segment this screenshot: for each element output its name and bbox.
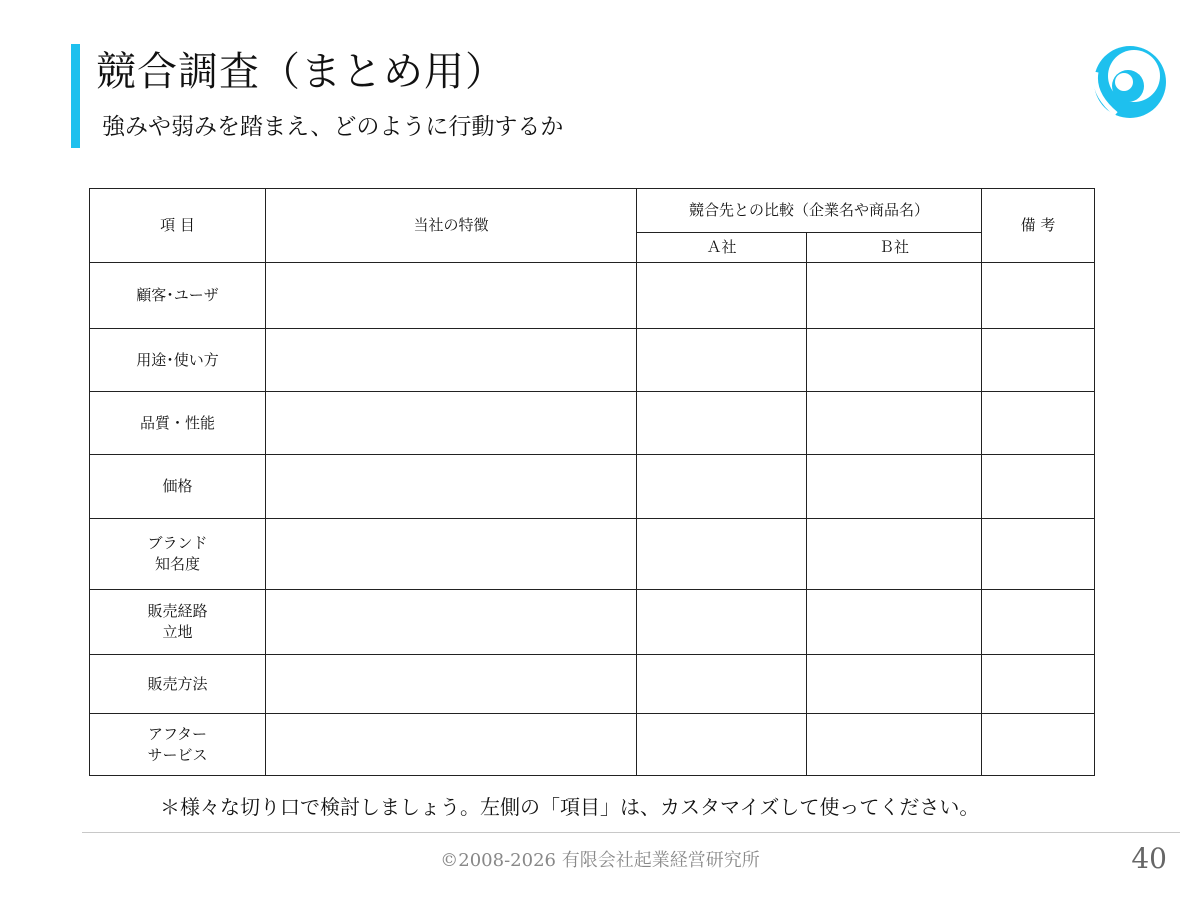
swirl-logo-icon (1090, 42, 1170, 122)
row-label-line: サービス (147, 745, 208, 764)
cell-company-a (637, 455, 807, 519)
cell-company-a (637, 392, 807, 455)
title-accent-bar (71, 44, 80, 148)
cell-own (266, 590, 637, 655)
cell-company-b (807, 655, 982, 714)
header-competitor-comparison: 競合先との比較（企業名や商品名） (637, 189, 982, 233)
cell-company-a (637, 714, 807, 776)
footer-copyright (0, 846, 1200, 872)
header-notes: 備 考 (982, 189, 1095, 263)
row-label (90, 392, 266, 455)
table-row (90, 519, 1095, 590)
row-label-line: 顧客･ユーザ (136, 286, 219, 304)
footer-divider (82, 832, 1180, 833)
table-row (90, 655, 1095, 714)
row-label-line: 用途･使い方 (136, 350, 219, 369)
cell-notes (982, 263, 1095, 329)
cell-own (266, 263, 637, 329)
row-label (90, 263, 266, 329)
cell-company-a (637, 590, 807, 655)
row-label-line: 品質・性能 (139, 413, 215, 432)
cell-company-a (637, 655, 807, 714)
header-item: 項 目 (90, 189, 266, 263)
company-name: 有限会社起業経営研究所 (561, 850, 760, 871)
page-number: 40 (1131, 842, 1167, 875)
page-title: 競合調査（まとめ用） (96, 49, 506, 95)
row-label (90, 455, 266, 519)
cell-notes (982, 392, 1095, 455)
cell-company-a (637, 519, 807, 590)
cell-notes (982, 455, 1095, 519)
row-label-line: 価格 (162, 477, 193, 495)
usage-note: ＊様々な切り口で検討しましょう。左側の「項目」は、カスタマイズして使ってください。 (160, 795, 980, 819)
cell-own (266, 714, 637, 776)
table-row (90, 263, 1095, 329)
cell-company-b (807, 392, 982, 455)
cell-notes (982, 590, 1095, 655)
table-row (90, 392, 1095, 455)
row-label (90, 714, 266, 776)
cell-own (266, 392, 637, 455)
table-row (90, 714, 1095, 776)
cell-company-b (807, 263, 982, 329)
row-label (90, 590, 266, 655)
cell-company-b (807, 455, 982, 519)
cell-own (266, 455, 637, 519)
cell-company-a (637, 263, 807, 329)
row-label (90, 329, 266, 392)
cell-company-b (807, 590, 982, 655)
cell-own (266, 655, 637, 714)
table-row (90, 329, 1095, 392)
row-label-line: 知名度 (154, 555, 200, 573)
table-row (90, 455, 1095, 519)
cell-notes (982, 519, 1095, 590)
header-own-company: 当社の特徴 (266, 189, 637, 263)
cell-company-a (637, 329, 807, 392)
cell-notes (982, 655, 1095, 714)
table-row (90, 590, 1095, 655)
row-label-line: 販売経路 (147, 602, 208, 620)
row-label-line: 立地 (162, 623, 193, 641)
page-subtitle: 強みや弱みを踏まえ、どのように行動するか (102, 114, 564, 140)
row-label (90, 519, 266, 590)
cell-notes (982, 329, 1095, 392)
row-label-line: 販売方法 (147, 674, 208, 693)
header-company-b: Ｂ社 (807, 233, 982, 263)
competitor-comparison-table (89, 188, 1095, 776)
row-label (90, 655, 266, 714)
copyright-years: ©2008-2026 (440, 850, 556, 871)
cell-own (266, 329, 637, 392)
cell-notes (982, 714, 1095, 776)
cell-own (266, 519, 637, 590)
header-company-a: Ａ社 (637, 233, 807, 263)
row-label-line: ブランド (147, 534, 208, 552)
cell-company-b (807, 519, 982, 590)
cell-company-b (807, 329, 982, 392)
cell-company-b (807, 714, 982, 776)
row-label-line: アフター (148, 724, 207, 743)
